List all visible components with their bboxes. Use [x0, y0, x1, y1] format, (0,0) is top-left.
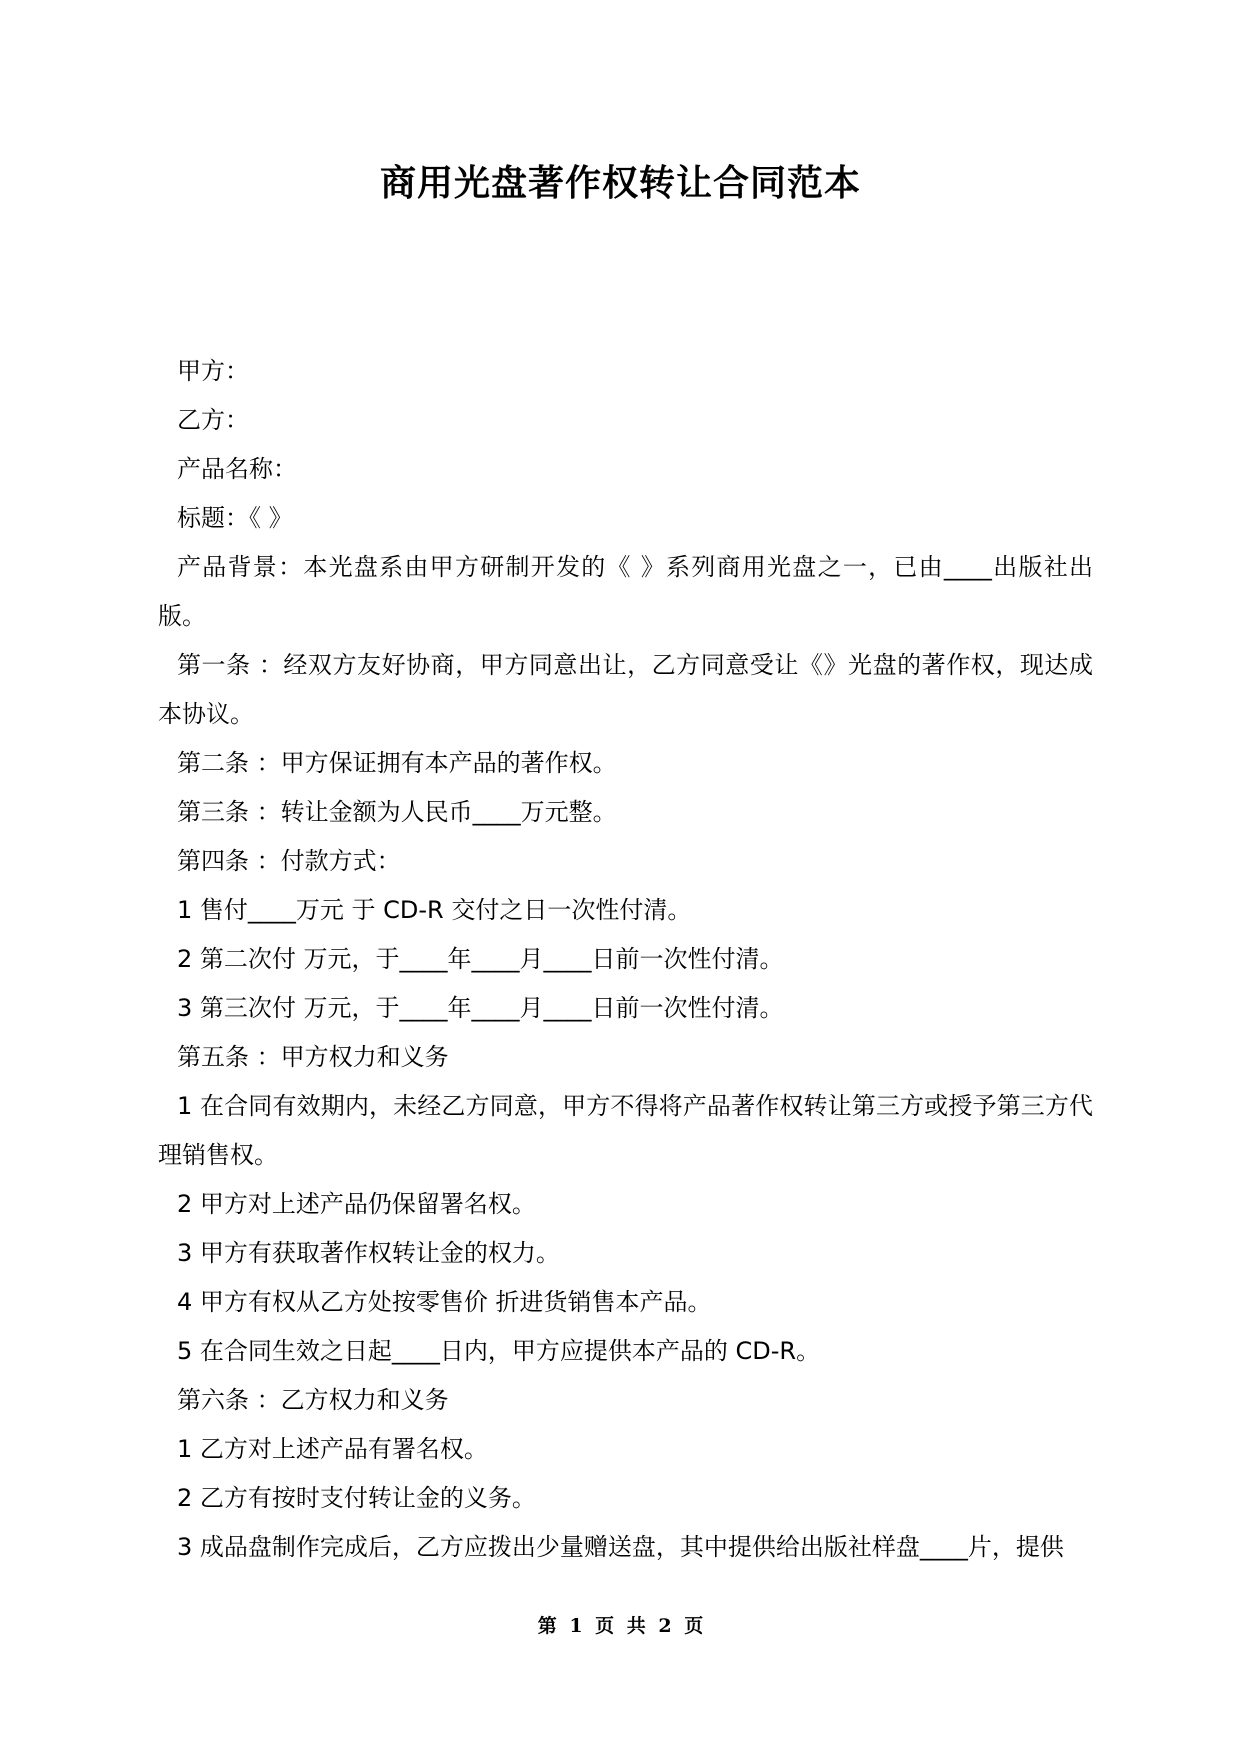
payment-item-3: 3 第三次付 万元，于____年____月____日前一次性付清。: [177, 994, 784, 1022]
party-b-duty-1: 1 乙方对上述产品有署名权。: [177, 1435, 488, 1463]
party-b-duty-3: 3 成品盘制作完成后，乙方应拨出少量赠送盘，其中提供给出版社样盘____片，提供: [177, 1533, 1064, 1561]
article-1-paragraph: 第一条 ：经双方友好协商，甲方同意出让，乙方同意受让《》光盘的著作权，现达成本协议。: [158, 651, 1093, 728]
article-5-heading: 第五条 ：甲方权力和义务: [177, 1043, 449, 1071]
party-a-duty-2: 2 甲方对上述产品仍保留署名权。: [177, 1190, 536, 1218]
party-a-duty-4: 4 甲方有权从乙方处按零售价 折进货销售本产品。: [177, 1288, 712, 1316]
article-6-heading: 第六条 ：乙方权力和义务: [177, 1386, 449, 1414]
product-title-line: 标题：《 》: [177, 504, 293, 532]
party-a-line: 甲方：: [177, 357, 249, 385]
article-2-paragraph: 第二条 ：甲方保证拥有本产品的著作权。: [177, 749, 617, 777]
product-name-line: 产品名称：: [177, 455, 297, 483]
document-body: [158, 347, 1093, 1572]
party-a-duty-3: 3 甲方有获取著作权转让金的权力。: [177, 1239, 560, 1267]
party-b-duty-2: 2 乙方有按时支付转让金的义务。: [177, 1484, 536, 1512]
document-title: 商用光盘著作权转让合同范本: [379, 163, 861, 204]
party-a-duty-1: 1 在合同有效期内，未经乙方同意，甲方不得将产品著作权转让第三方或授予第三方代理销售权。: [158, 1092, 1093, 1169]
payment-item-2: 2 第二次付 万元，于____年____月____日前一次性付清。: [177, 945, 784, 973]
article-3-paragraph: 第三条 ：转让金额为人民币____万元整。: [177, 798, 617, 826]
page-number-footer: 第 1 页 共 2 页: [537, 1615, 704, 1637]
party-b-line: 乙方：: [177, 406, 249, 434]
product-background-paragraph: 产品背景：本光盘系由甲方研制开发的《 》系列商用光盘之一，已由____出版社出版。: [158, 553, 1093, 630]
party-a-duty-5: 5 在合同生效之日起____日内，甲方应提供本产品的 CD-R。: [177, 1337, 821, 1365]
article-4-heading: 第四条 ：付款方式：: [177, 847, 401, 875]
payment-item-1: 1 售付____万元 于 CD-R 交付之日一次性付清。: [177, 896, 692, 924]
